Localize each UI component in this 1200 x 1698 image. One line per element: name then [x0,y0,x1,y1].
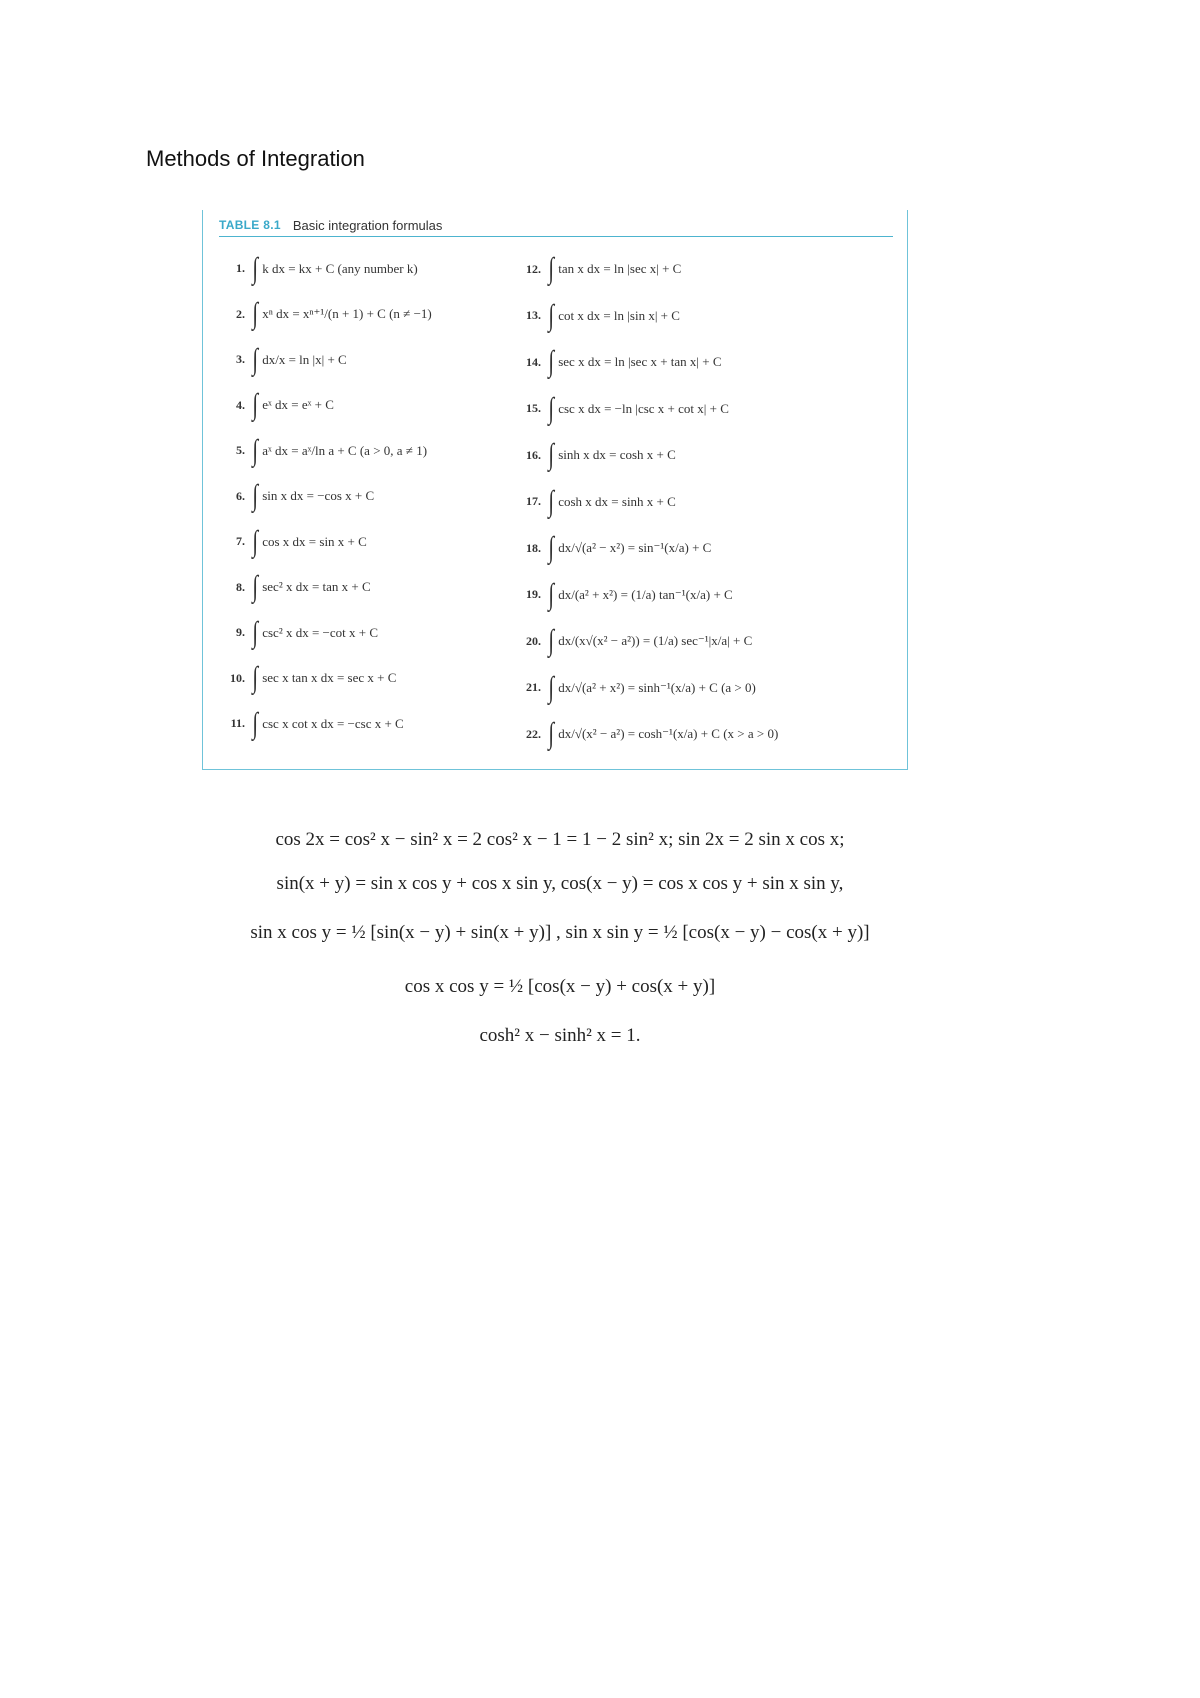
table-label: TABLE 8.1 [219,218,281,232]
identity-line: sin x cos y = ½ [sin(x − y) + sin(x + y)] , sin x sin y = ½ [cos(x − y) − cos(x + y)] [250,922,870,943]
formula-row: 21. ∫ dx/√(a² + x²) = sinh⁻¹(x/a) + C (a > 0) [526,670,756,704]
formula-row: 16. ∫ sinh x dx = cosh x + C [526,438,676,472]
formula-row: 22. ∫ dx/√(x² − a²) = cosh⁻¹(x/a) + C (x > a > 0) [526,717,779,751]
formula-row: 12. ∫ tan x dx = ln |sec x| + C [526,252,682,286]
formula-row: 18. ∫ dx/√(a² − x²) = sin⁻¹(x/a) + C [526,531,712,565]
integral-sign-icon: ∫ [252,661,258,695]
integral-sign-icon: ∫ [252,615,258,649]
formula-row: 2. ∫ xⁿ dx = xⁿ⁺¹/(n + 1) + C (n ≠ −1) [236,297,432,331]
trig-identities [200,818,920,1058]
integral-sign-icon: ∫ [548,717,554,751]
formula-row: 14. ∫ sec x dx = ln |sec x + tan x| + C [526,345,722,379]
integral-sign-icon: ∫ [252,297,258,331]
integral-sign-icon: ∫ [252,570,258,604]
formula-row: 8. ∫ sec² x dx = tan x + C [236,570,371,604]
formula-row: 10. ∫ sec x tan x dx = sec x + C [230,661,397,695]
formula-row: 20. ∫ dx/(x√(x² − a²)) = (1/a) sec⁻¹|x/a| + C [526,624,753,658]
formulas-right-column [519,246,899,758]
formula-row: 5. ∫ aˣ dx = aˣ/ln a + C (a > 0, a ≠ 1) [236,433,428,467]
integral-sign-icon: ∫ [548,345,554,379]
formulas-left-column [223,246,523,747]
identity-line: cos 2x = cos² x − sin² x = 2 cos² x − 1 = 1 − 2 sin² x; sin 2x = 2 sin x cos x; [275,829,845,850]
integral-sign-icon: ∫ [548,391,554,425]
formula-row: 7. ∫ cos x dx = sin x + C [236,524,367,558]
formula-row: 1. ∫ k dx = kx + C (any number k) [236,251,418,285]
formula-row: 15. ∫ csc x dx = −ln |csc x + cot x| + C [526,391,729,425]
identity-line: sin(x + y) = sin x cos y + cos x sin y, cos(x − y) = cos x cos y + sin x sin y, [276,873,844,894]
integral-sign-icon: ∫ [252,433,258,467]
formula-row: 11. ∫ csc x cot x dx = −csc x + C [230,706,404,740]
integral-sign-icon: ∫ [548,624,554,658]
integral-sign-icon: ∫ [548,252,554,286]
formula-row: 3. ∫ dx/x = ln |x| + C [236,342,347,376]
formula-row: 13. ∫ cot x dx = ln |sin x| + C [526,298,680,332]
table-caption: Basic integration formulas [292,217,443,233]
integral-sign-icon: ∫ [548,298,554,332]
integral-sign-icon: ∫ [252,479,258,513]
table-header [219,214,893,237]
integration-formulas-table [202,210,908,770]
formula-row: 17. ∫ cosh x dx = sinh x + C [526,484,676,518]
integral-sign-icon: ∫ [252,524,258,558]
integral-sign-icon: ∫ [252,342,258,376]
integral-sign-icon: ∫ [548,670,554,704]
identity-line: cos x cos y = ½ [cos(x − y) + cos(x + y)] [404,976,716,997]
integral-sign-icon: ∫ [548,484,554,518]
identity-line: cosh² x − sinh² x = 1. [479,1025,641,1046]
formula-row: 19. ∫ dx/(a² + x²) = (1/a) tan⁻¹(x/a) + C [526,577,733,611]
integral-sign-icon: ∫ [252,251,258,285]
integral-sign-icon: ∫ [252,388,258,422]
formula-row: 6. ∫ sin x dx = −cos x + C [236,479,375,513]
integral-sign-icon: ∫ [548,577,554,611]
integral-sign-icon: ∫ [548,531,554,565]
page-title: Methods of Integration [146,146,365,171]
formula-row: 9. ∫ csc² x dx = −cot x + C [236,615,379,649]
integral-sign-icon: ∫ [252,706,258,740]
integral-sign-icon: ∫ [548,438,554,472]
formula-row: 4. ∫ eˣ dx = eˣ + C [236,388,334,422]
